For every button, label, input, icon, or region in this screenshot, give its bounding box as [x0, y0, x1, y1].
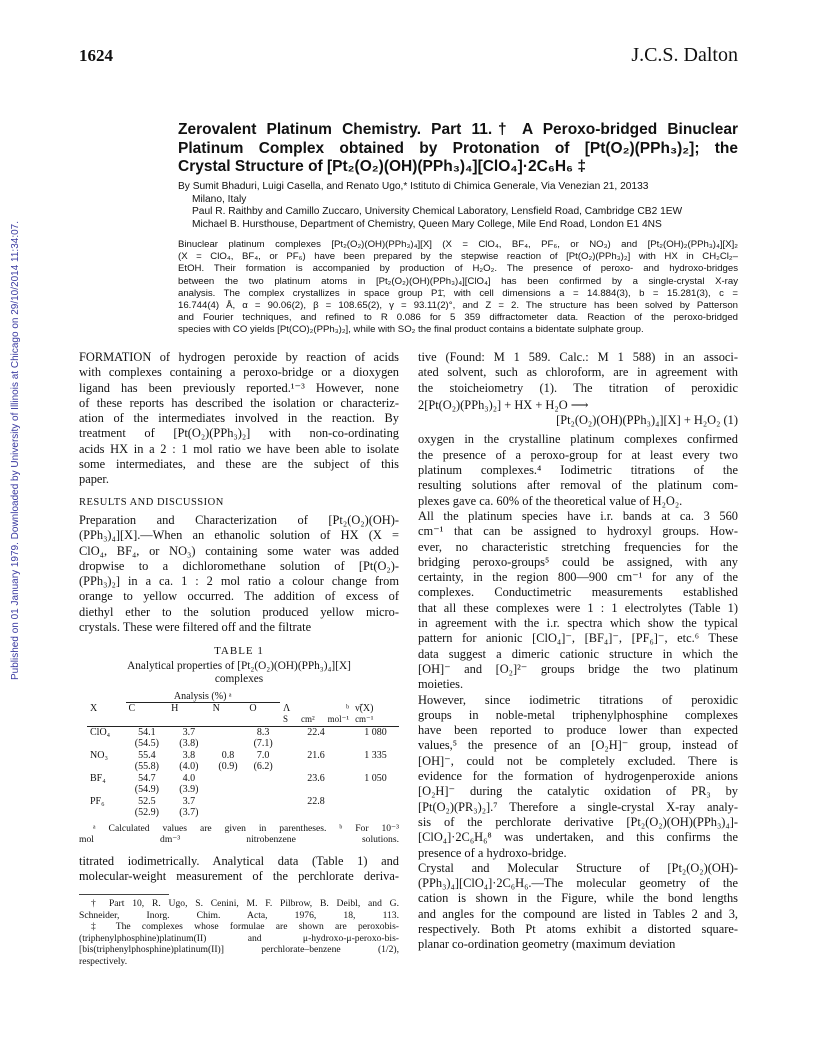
table-cell: 8.3: [256, 726, 270, 738]
text-line: groups in noble-metal triphenylphosphine complexes: [418, 707, 738, 722]
text-line: ever, no characteristic stretching frequencies for the: [418, 539, 738, 554]
author-list: [178, 181, 738, 231]
author-line: By Sumit Bhaduri, Luigi Casella, and Renato Ugo,* Istituto di Chimica Generale, Via Venezian 21, 20133: [178, 181, 649, 192]
table-cell: 1 335: [364, 749, 387, 761]
column-name: H: [171, 703, 179, 715]
text-line: with complexes containing a peroxo-bridge or a dioxygen: [79, 365, 399, 380]
table-cell: 54.7: [138, 772, 156, 784]
title-line: Crystal Structure of [Pt₂(O₂)(OH)(PPh₃)₄][ClO₄]·2C₆H₆ ‡: [178, 158, 587, 175]
abstract-line: analysis. The complex crystallizes in space group P1̄, with cell dimensions a = 14.884(3), b = 15.281(3), c =: [178, 287, 738, 299]
column-unit: cm⁻¹: [355, 714, 374, 725]
footnote-divider: [79, 894, 169, 895]
text-line: evidence for the formation of hydrogenperoxide anions: [418, 769, 738, 784]
abstract-line: 16.744(4) Å, α = 90.06(2), β = 108.65(2), γ = 93.11(2)°, and Z = 2. The structure has been solved by Patterson: [178, 300, 738, 312]
watermark-text: Published on 01 January 1979. Downloaded by University of Illinois at Chicago on 29/10/2014 11:34:07.: [10, 220, 21, 680]
abstract: [178, 239, 738, 337]
table-cell: (55.8): [134, 761, 159, 773]
text-line: cation is shown in the Figure, while the bond lengths: [418, 891, 738, 906]
table-cell: 1 050: [364, 772, 387, 784]
text-line: (PPh₃)₂] in a ca. 1 : 2 mol ratio a colour change from: [79, 574, 399, 589]
text-line: sis of the perchlorate derivative [Pt₂(O₂)(OH)(PPh₃)₄]-: [418, 814, 738, 829]
table-cell: [246, 773, 280, 785]
download-watermark: [10, 180, 24, 680]
table-cell: [210, 807, 247, 819]
text-line: dropwise to a dichloromethane solution of [Pt(O₂)-: [79, 558, 399, 573]
table-cell: [280, 738, 352, 750]
column-name: Λ ᵇ: [283, 702, 350, 714]
text-line: data suggest a dimeric cationic structure in which the: [418, 646, 738, 661]
column-unit: S cm² mol⁻¹: [283, 714, 350, 725]
table-row: [87, 738, 399, 750]
abstract-line: EtOH. Their formation is accompanied by production of H₂O₂. The presence of peroxo- and hydroxo-bridges: [178, 263, 738, 275]
text-line: paper.: [79, 472, 109, 487]
footnote-line: Schneider, Inorg. Chim. Acta, 1976, 18, 113.: [79, 909, 399, 921]
table-header-cell: [280, 703, 352, 727]
text-line: ligand has been previously reported.¹⁻³ However, none: [79, 380, 399, 395]
table-cell: (4.0): [179, 761, 199, 773]
text-line: titrated iodimetrically. Analytical data (Table 1) and: [79, 853, 399, 868]
text-line: resulting solutions after removal of the platinum com-: [418, 478, 738, 493]
abstract-line: and Fourier techniques, and refined to R 0.086 for 5 359 diffractometer data. Reaction of the peroxo-bridged: [178, 312, 738, 324]
text-line: treatment of [Pt(O₂)(PPh₃)₂] with non-co-ordinating: [79, 426, 399, 441]
footnote-line: respectively.: [79, 955, 128, 967]
text-line: [ClO₄]·2C₆H₆⁸ was undertaken, and this confirms the: [418, 830, 738, 845]
table-header-cell: [126, 703, 169, 727]
equation: [418, 398, 738, 429]
table-cell: [246, 784, 280, 796]
abstract-line: Binuclear platinum complexes [Pt₂(O₂)(OH)(PPh₃)₄][X] (X = ClO₄, BF₄, PF₆, or NO₃) and [Pt₂(OH)₂(PPh₃)₄][X]₂: [178, 239, 738, 250]
table-cell: 55.4: [138, 749, 156, 761]
text-line: the presence of a peroxo-group for at least every two: [418, 447, 738, 462]
table-header-cell: [352, 703, 399, 727]
table-cell: (52.9): [134, 807, 159, 819]
table-row: [87, 761, 399, 773]
column-name: ν̃(X): [355, 702, 374, 714]
table-cell: 52.5: [138, 795, 156, 807]
table-cell: (7.1): [253, 738, 273, 750]
author-line: Michael B. Hursthouse, Department of Chemistry, Queen Mary College, Mile End Road, London E1 4NS: [192, 218, 662, 230]
table-cell: [87, 784, 126, 796]
table-header-cell: [210, 703, 247, 727]
author-line: Milano, Italy: [192, 193, 247, 205]
footnote-line: (triphenylphosphine)platinum(II) and μ-hydroxo-μ-peroxo-bis-: [79, 932, 399, 944]
text-line: orange to yellow occurred. The addition of excess of: [79, 589, 399, 604]
text-line: [Pt(O₂)(PR₃)₂].⁷ Therefore a single-crystal X-ray analy-: [418, 799, 738, 814]
text-line: have been reported to produce lower than expected: [418, 723, 738, 738]
column-name: X: [90, 702, 98, 714]
table-cell: [280, 761, 352, 773]
abstract-line: between the two platinum atoms in [Pt₂(O₂)(OH)(PPh₃)₄][ClO₄] has been confirmed by a single-crystal X-ray: [178, 275, 738, 287]
table-cell: (6.2): [253, 761, 273, 773]
table-header-cell: [87, 703, 126, 727]
table-cell: (0.9): [218, 761, 238, 773]
text-line: moieties.: [418, 677, 464, 692]
author-line: Paul R. Raithby and Camillo Zuccaro, University Chemical Laboratory, Lensfield Road, Cambridge CB2 1EW: [192, 206, 683, 217]
table-cell: 21.6: [307, 749, 325, 761]
article-title: [178, 121, 738, 177]
table-cell: (3.9): [179, 784, 199, 796]
table-cell: [280, 807, 352, 819]
text-line: bridging peroxo-groups⁵ could be assigned, with any: [418, 554, 738, 569]
text-line: values,⁵ the presence of an [O₂H]⁻ group, instead of: [418, 738, 738, 753]
text-line: ClO₄, BF₄, or NO₃) containing some water was added: [79, 543, 399, 558]
table-cell: (3.8): [179, 738, 199, 750]
table-row: [87, 784, 399, 796]
footnote-line: [bis(triphenylphosphine)platinum(II)] perchlorate–benzene (1/2),: [79, 944, 399, 956]
table-group-header: Analysis (%) ᵃ: [126, 691, 280, 703]
title-line: Zerovalent Platinum Chemistry. Part 11.† A Peroxo-bridged Binuclear: [178, 121, 738, 138]
table-cell: [210, 784, 247, 796]
text-line: (PPh₃)₄][X].—When an ethanolic solution of HX (X =: [79, 528, 399, 543]
table-row: [87, 773, 399, 785]
table-cell: NO₃: [90, 749, 108, 761]
table-cell: [210, 773, 247, 785]
table-caption: complexes: [214, 673, 264, 686]
table-cell: 54.1: [138, 726, 156, 738]
text-line: acids HX in a 2 : 1 mol ratio we have been able to isolate: [79, 441, 399, 456]
table-cell: 7.0: [256, 749, 270, 761]
column-name: N: [212, 703, 220, 715]
table-cell: 1 080: [364, 726, 387, 738]
table-cell: BF₄: [90, 772, 106, 784]
table-cell: [87, 807, 126, 819]
table-footnote: mol dm⁻³ nitrobenzene solutions.: [79, 834, 399, 846]
text-line: complexes. Conductimetric measurements established: [418, 585, 738, 600]
table-cell: PF₆: [90, 795, 105, 807]
text-line: tive (Found: M 1 589. Calc.: M 1 588) in an associ-: [418, 350, 738, 364]
text-line: crystals. These were filtered off and the filtrate: [79, 620, 312, 635]
table-cell: [210, 726, 247, 738]
text-line: All the platinum species have i.r. bands at ca. 3 560: [418, 508, 738, 523]
text-line: pattern for anionic [ClO₄]⁻, [BF₄]⁻, [PF₆]⁻, etc.⁶ These: [418, 631, 738, 646]
text-line: platinum complexes.⁴ Iodimetric titrations of the: [418, 463, 738, 478]
text-line: plexes gave ca. 60% of the theoretical value of H₂O₂.: [418, 493, 683, 508]
table-cell: [280, 784, 352, 796]
text-line: However, since iodimetric titrations of peroxidic: [418, 692, 738, 707]
table-row: [87, 796, 399, 808]
section-heading: RESULTS AND DISCUSSION: [79, 496, 224, 508]
text-line: [O₂H]⁻ during the catalytic oxidation of PR₃ by: [418, 784, 738, 799]
text-line: cm⁻¹ that can be assigned to hydroxyl groups. How-: [418, 524, 738, 539]
text-line: ation of the intermediates involved in the reaction. By: [79, 411, 399, 426]
equation-line: [Pt₂(O₂)(OH)(PPh₃)₄][X] + H₂O₂ (1): [556, 413, 738, 428]
text-line: FORMATION of hydrogen peroxide by reaction of acids: [79, 350, 399, 364]
table-cell: 3.7: [182, 726, 196, 738]
table-cell: 23.6: [307, 772, 325, 784]
column-name: O: [249, 703, 257, 715]
abstract-line: species with CO yields [Pt(CO)₂(PPh₃)₂], while with SO₂ the final product contains a bidentate sulphate group.: [178, 324, 644, 336]
text-line: Preparation and Characterization of [Pt₂(O₂)(OH)-: [79, 512, 399, 527]
text-line: and angles for the compound are listed in Tables 2 and 3,: [418, 906, 738, 921]
table-cell: 3.7: [182, 795, 196, 807]
table-cell: [352, 784, 399, 796]
table-row: [87, 750, 399, 762]
table-cell: [352, 738, 399, 750]
journal-name: J.C.S. Dalton: [631, 44, 738, 66]
table-header-cell: [168, 703, 209, 727]
table-footnote: ᵃ Calculated values are given in parentheses. ᵇ For 10⁻³: [93, 822, 399, 834]
text-line: (PPh₃)₄][ClO₄]·2C₆H₆.—The molecular geometry of the: [418, 876, 738, 891]
text-line: certainty, in the region 800—900 cm⁻¹ for any of the: [418, 570, 738, 585]
table-cell: [210, 738, 247, 750]
table-cell: 22.8: [307, 795, 325, 807]
text-line: planar co-ordination geometry (maximum deviation: [418, 937, 676, 952]
table-cell: 3.8: [182, 749, 196, 761]
title-line: Platinum Complex obtained by Protonation of [Pt(O₂)(PPh₃)₂]; the: [178, 139, 738, 157]
table-cell: 22.4: [307, 726, 325, 738]
text-line: oxygen in the crystalline platinum complexes confirmed: [418, 432, 738, 447]
text-line: ated solvent, such as chloroform, are in agreement with: [418, 365, 738, 380]
text-line: in agreement with the i.r. spectra which show the typical: [418, 616, 738, 631]
text-line: respectively. Both Pt atoms exhibit a distorted square-: [418, 921, 738, 936]
equation-line: 2[Pt(O₂)(PPh₃)₂] + HX + H₂O ⟶: [418, 397, 589, 412]
table-cell: (54.9): [134, 784, 159, 796]
text-line: of these reports has described the isolation or characteriz-: [79, 395, 399, 410]
text-line: Crystal and Molecular Structure of [Pt₂(O₂)(OH)-: [418, 860, 738, 875]
column-name: C: [128, 703, 136, 715]
text-line: presence of a hydroxo-bridge.: [418, 845, 567, 860]
abstract-line: (X = ClO₄, BF₄, or PF₆) have been prepared by the stepwise reaction of [Pt(O₂)(PPh₃)₂] with HX in CH₂Cl₂–: [178, 251, 738, 263]
text-line: the stoicheiometry (1). The titration of peroxidic: [418, 380, 738, 395]
table-caption: Analytical properties of [Pt₂(O₂)(OH)(PPh₃)₄][X]: [127, 659, 351, 672]
text-line: diethyl ether to the solution produced yellow micro-: [79, 604, 399, 619]
text-line: molecular-weight measurement of the perchlorate deriva-: [79, 868, 399, 883]
table-cell: [246, 807, 280, 819]
table-cell: [352, 807, 399, 819]
footnote-line: † Part 10, R. Ugo, S. Cenini, M. F. Pilbrow, B. Deibl, and G.: [91, 898, 399, 910]
text-line: [OH]⁻, could not be completely excluded. There is: [418, 753, 738, 768]
table-cell: [352, 761, 399, 773]
table-cell: 4.0: [182, 772, 196, 784]
table-cell: [352, 796, 399, 808]
text-line: [OH]⁻ and [O₂]²⁻ groups bridge the two platinum: [418, 661, 738, 676]
table-cell: 0.8: [221, 749, 235, 761]
table-cell: (54.5): [134, 738, 159, 750]
right-column: [418, 350, 738, 953]
footnote-line: ‡ The complexes whose formulae are shown are peroxobis-: [91, 921, 399, 933]
analysis-table: [87, 691, 399, 819]
text-line: that all these complexes were 1 : 1 electrolytes (Table 1): [418, 600, 738, 615]
left-column: [79, 350, 399, 967]
table-label: TABLE 1: [214, 645, 264, 658]
table-cell: [87, 738, 126, 750]
text-line: some intermediates, and these are the subject of this: [79, 457, 399, 472]
table-cell: (3.7): [179, 807, 199, 819]
table-row: [87, 726, 399, 738]
page-number: 1624: [79, 46, 113, 65]
table-row: [87, 807, 399, 819]
table-cell: [210, 796, 247, 808]
table-cell: ClO₄: [90, 726, 111, 738]
table-cell: [87, 761, 126, 773]
table-cell: [246, 796, 280, 808]
table-header-cell: [246, 703, 280, 727]
